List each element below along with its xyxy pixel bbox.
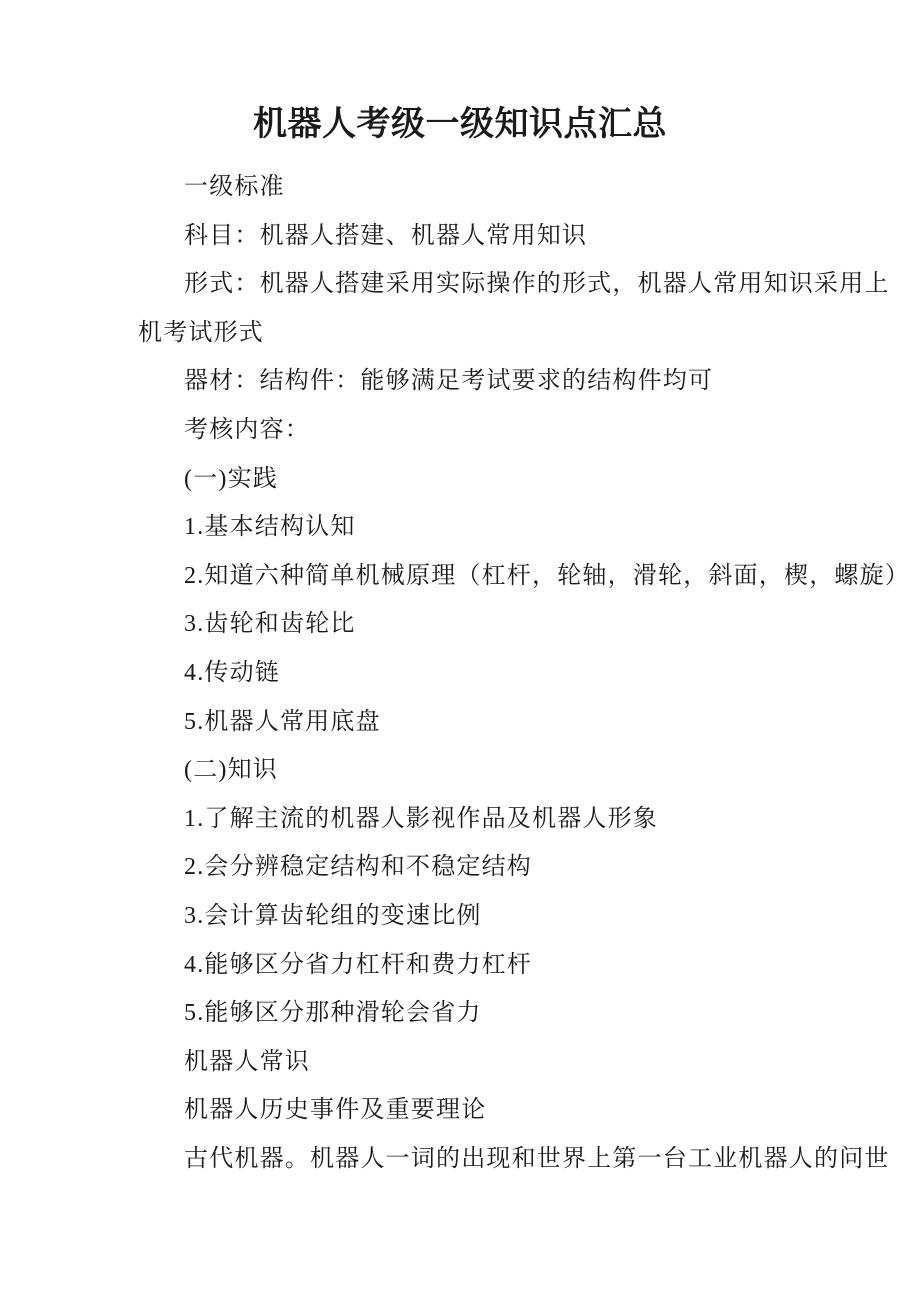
text-line: 考核内容： bbox=[184, 416, 310, 443]
document-title: 机器人考级一级知识点汇总 bbox=[253, 106, 667, 143]
text-line: 5.能够区分那种滑轮会省力 bbox=[184, 1000, 482, 1027]
text-line: 1.了解主流的机器人影视作品及机器人形象 bbox=[184, 805, 658, 832]
text-line: (二)知识 bbox=[184, 757, 278, 784]
text-line: 1.基本结构认知 bbox=[184, 514, 356, 541]
text-line: 形式：机器人搭建采用实际操作的形式，机器人常用知识采用上 bbox=[184, 271, 890, 298]
text-line: (一)实践 bbox=[184, 465, 278, 492]
text-line: 3.会计算齿轮组的变速比例 bbox=[184, 902, 482, 929]
text-line: 2.知道六种简单机械原理（杠杆，轮轴，滑轮，斜面，楔，螺旋） bbox=[184, 562, 910, 589]
text-line: 2.会分辨稳定结构和不稳定结构 bbox=[184, 854, 532, 881]
text-line: 机器人历史事件及重要理论 bbox=[184, 1097, 487, 1124]
text-line: 一级标准 bbox=[184, 174, 285, 200]
text-line: 5.机器人常用底盘 bbox=[184, 708, 381, 735]
text-line: 机考试形式 bbox=[138, 319, 264, 346]
text-line: 古代机器。机器人一词的出现和世界上第一台工业机器人的问世 bbox=[184, 1145, 890, 1172]
text-line: 器材：结构件：能够满足考试要求的结构件均可 bbox=[184, 368, 714, 395]
document-body bbox=[0, 163, 920, 1183]
text-line: 4.能够区分省力杠杆和费力杠杆 bbox=[184, 951, 532, 978]
text-line: 机器人常识 bbox=[184, 1048, 310, 1075]
text-line: 科目：机器人搭建、机器人常用知识 bbox=[184, 222, 588, 249]
text-line: 3.齿轮和齿轮比 bbox=[184, 611, 356, 638]
text-line: 4.传动链 bbox=[184, 659, 280, 686]
